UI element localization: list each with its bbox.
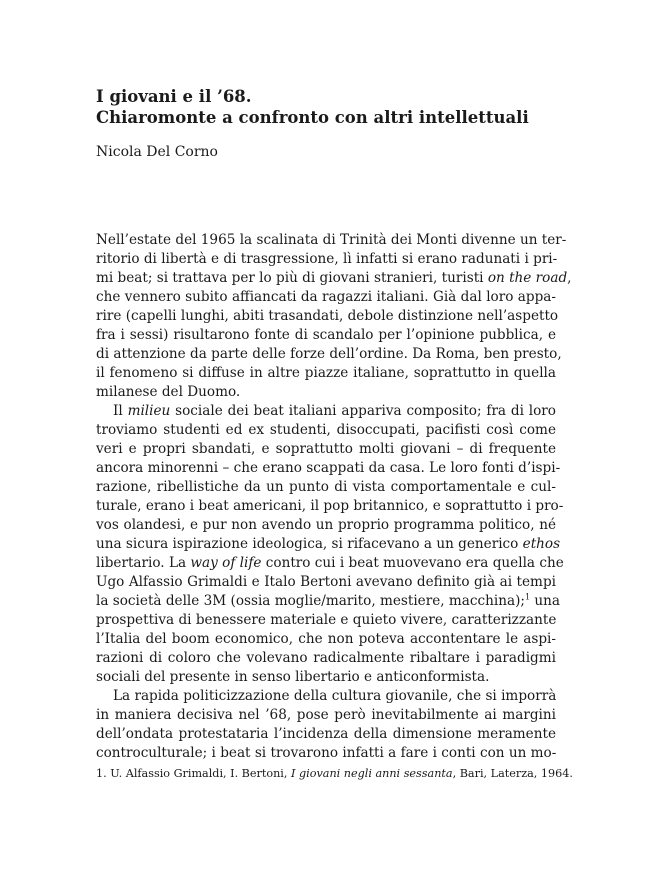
body-line: veri e propri sbandati, e soprattutto molti giovani – di frequente [96,441,556,457]
body-line: che vennero subito affiancati da ragazzi italiani. Già dal loro appa- [96,289,556,305]
italic-phrase: ethos [522,536,561,552]
body-line: il fenomeno si diffuse in altre piazze italiane, soprattutto in quella [96,365,556,381]
body-line: rire (capelli lunghi, abiti trasandati, debole distinzione nell’aspetto [96,308,559,324]
footnote-number: 1. [96,767,107,780]
body-line: prospettiva di benessere materiale e quieto vivere, caratterizzante [96,612,557,628]
body-line: ancora minorenni – che erano scappati da casa. Le loro fonti d’ispi- [96,460,561,476]
title-line-2: Chiaromonte a confronto con altri intellettuali [96,108,529,127]
author-name: Nicola Del Corno [96,144,218,160]
body-line: sociali del presente in senso libertario e anticonformista. [96,669,490,685]
title-line-1: I giovani e il ’68. [96,87,252,106]
italic-phrase: milieu [127,403,171,419]
body-line: una sicura ispirazione ideologica, si rifacevano a un generico ethos [96,536,561,552]
body-line: controculturale; i beat si trovarono infatti a fare i conti con un mo- [96,745,557,761]
body-line: La rapida politicizzazione della cultura giovanile, che si imporrà [113,688,557,704]
body-line: mi beat; si trattava per lo più di giovani stranieri, turisti on the road, [96,270,572,286]
body-line: ritorio di libertà e di trasgressione, lì infatti si erano radunati i pri- [96,251,558,267]
body-line: l’Italia del boom economico, che non poteva accontentare le aspi- [96,631,556,647]
body-line: fra i sessi) risultarono fonte di scandalo per l’opinione pubblica, e [96,327,556,343]
article-title [96,86,566,128]
body-line: libertario. La way of life contro cui i beat muovevano era quella che [96,555,564,571]
body-line: in maniera decisiva nel ’68, pose però inevitabilmente ai margini [96,707,556,723]
article-body [96,231,572,763]
body-line: razioni di coloro che volevano radicalmente ribaltare i paradigmi [96,650,556,666]
body-line: turale, erano i beat americani, il pop britannico, e soprattutto i pro- [96,498,564,514]
body-line: di attenzione da parte delle forze dell’ordine. Da Roma, ben presto, [96,346,562,362]
body-line: razione, ribellistiche da un punto di vista comportamentale e cul- [96,479,556,495]
footnote: 1. U. Alfassio Grimaldi, I. Bertoni, I giovani negli anni sessanta, Bari, Laterza, 1964. [96,767,573,780]
body-line: Ugo Alfassio Grimaldi e Italo Bertoni avevano definito già ai tempi [96,574,556,590]
body-line: dell’ondata protestataria l’incidenza della dimensione meramente [96,726,556,742]
body-line: vos olandesi, e pur non avendo un proprio programma politico, né [96,517,556,533]
footnote-ref[interactable]: 1 [524,592,531,602]
body-line: troviamo studenti ed ex studenti, disoccupati, pacifisti così come [96,422,556,438]
italic-phrase: on the road [487,270,568,286]
body-line: Il milieu sociale dei beat italiani appariva composito; fra di loro [113,403,556,419]
body-line: milanese del Duomo. [96,384,241,400]
footnote-book-title: I giovani negli anni sessanta [291,767,453,780]
body-line: Nell’estate del 1965 la scalinata di Trinità dei Monti divenne un ter- [96,232,567,248]
italic-phrase: way of life [190,555,262,571]
body-line: la società delle 3M (ossia moglie/marito, mestiere, macchina);$^1$ una [96,592,561,609]
